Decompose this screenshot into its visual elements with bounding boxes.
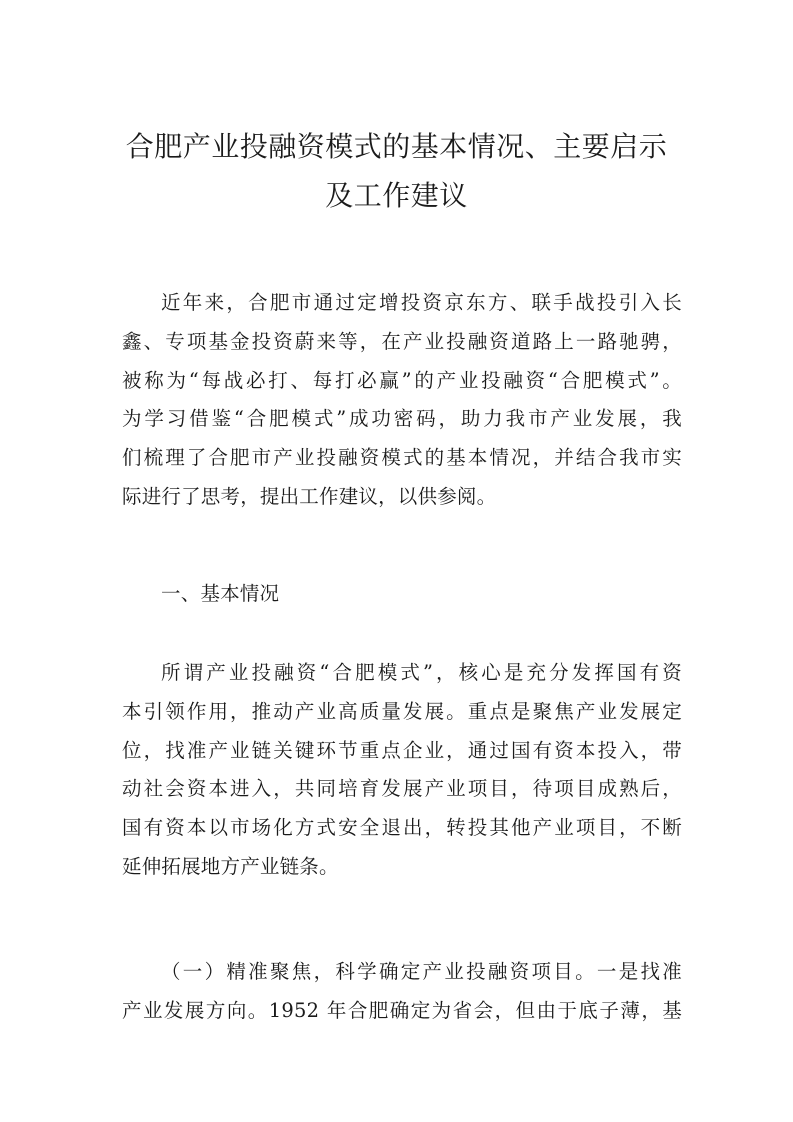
text-line: 国有资本以市场化方式安全退出，转投其他产业项目，不断	[122, 816, 682, 840]
text-line: 鑫、专项基金投资蔚来等，在产业投融资道路上一路驰骋，	[122, 329, 682, 353]
text-line: 所谓产业投融资“合肥模式”，核心是充分发挥国有资	[161, 661, 682, 684]
text-line: 近年来，合肥市通过定增投资京东方、联手战投引入长	[161, 291, 682, 314]
paragraph-intro	[122, 284, 682, 517]
text-line: （一）精准聚焦，科学确定产业投融资项目。一是找准	[161, 960, 682, 983]
text-line: 们梳理了合肥市产业投融资模式的基本情况，并结合我市实	[122, 446, 682, 470]
text-line: 本引领作用，推动产业高质量发展。重点是聚焦产业发展定	[122, 699, 682, 723]
document-title	[100, 122, 693, 220]
title-line: 合肥产业投融资模式的基本情况、主要启示	[125, 130, 668, 163]
text-line: 位，找准产业链关键环节重点企业，通过国有资本投入，带	[122, 738, 682, 762]
section-heading	[122, 575, 682, 614]
paragraph-basic-situation	[122, 654, 682, 887]
text-line: 产业发展方向。1952 年合肥确定为省会，但由于底子薄，基	[122, 998, 682, 1022]
text-line: 动社会资本进入，共同培育发展产业项目，待项目成熟后，	[122, 777, 682, 801]
text-line: 延伸拓展地方产业链条。	[122, 854, 339, 878]
paragraph-precise-focus	[122, 953, 682, 1031]
section-heading-text: 一、基本情况	[161, 582, 280, 605]
text-line: 为学习借鉴“合肥模式”成功密码，助力我市产业发展，我	[122, 407, 682, 431]
title-line: 及工作建议	[325, 179, 468, 212]
text-line: 被称为“每战必打、每打必赢”的产业投融资“合肥模式”。	[122, 368, 682, 392]
text-line: 际进行了思考，提出工作建议，以供参阅。	[122, 484, 497, 508]
